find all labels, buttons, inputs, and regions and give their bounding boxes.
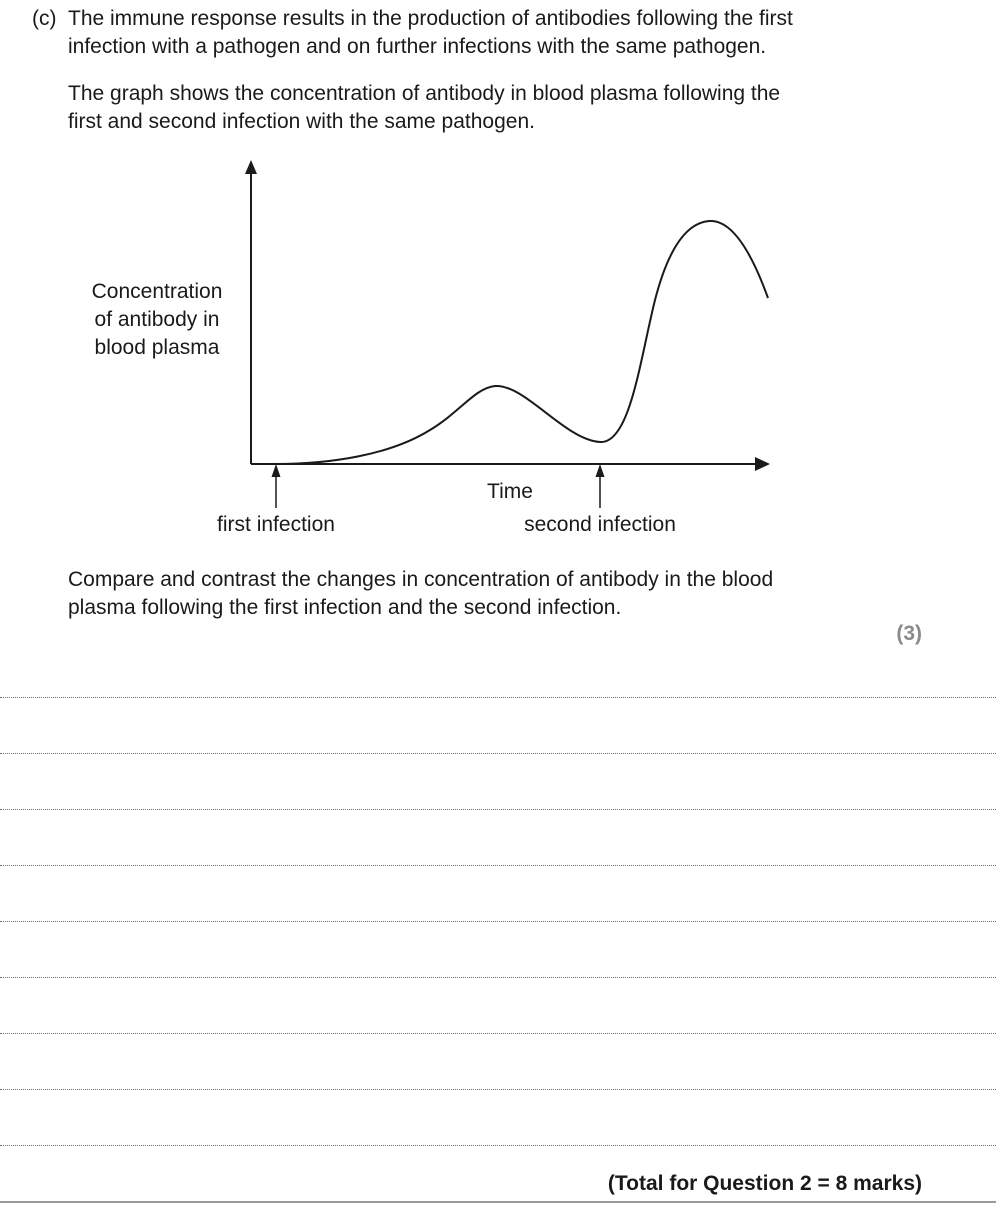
question-intro-line: infection with a pathogen and on further infections with the same pathogen.: [68, 35, 767, 58]
answer-line[interactable]: [0, 1145, 996, 1146]
answer-line[interactable]: [0, 1033, 996, 1034]
answer-line[interactable]: [0, 753, 996, 754]
answer-line[interactable]: [0, 809, 996, 810]
question-task-line: plasma following the first infection and the second infection.: [68, 596, 622, 619]
graph-intro-line: The graph shows the concentration of antibody in blood plasma following the: [68, 82, 781, 105]
y-axis-label-line: blood plasma: [94, 336, 220, 359]
question-part-label: (c): [32, 7, 57, 30]
x-axis-arrow-icon: [755, 457, 770, 471]
question-task: [68, 566, 948, 622]
question-task-line: Compare and contrast the changes in concentration of antibody in the blood: [68, 568, 774, 591]
page-footer-rule: [0, 1201, 996, 1203]
second-infection-arrow-icon: [596, 464, 605, 477]
y-axis-arrow-icon: [245, 160, 257, 174]
question-intro-line: The immune response results in the production of antibodies following the first: [68, 7, 793, 30]
graph-intro-line: first and second infection with the same pathogen.: [68, 110, 535, 133]
x-axis-label: Time: [487, 480, 533, 503]
y-axis-label-line: of antibody in: [94, 308, 220, 331]
answer-line[interactable]: [0, 865, 996, 866]
graph-intro: [68, 80, 948, 136]
question-intro: [68, 5, 948, 61]
second-infection-label: second infection: [524, 513, 676, 536]
answer-line[interactable]: [0, 697, 996, 698]
answer-line[interactable]: [0, 1089, 996, 1090]
question-total-marks: (Total for Question 2 = 8 marks): [607, 1172, 922, 1195]
first-infection-arrow-icon: [272, 464, 281, 477]
first-infection-label: first infection: [217, 513, 335, 536]
y-axis-label-line: Concentration: [91, 280, 223, 303]
antibody-curve: [276, 221, 768, 464]
answer-line[interactable]: [0, 977, 996, 978]
answer-line[interactable]: [0, 921, 996, 922]
marks-available: (3): [896, 622, 922, 645]
antibody-concentration-graph: [0, 150, 996, 550]
